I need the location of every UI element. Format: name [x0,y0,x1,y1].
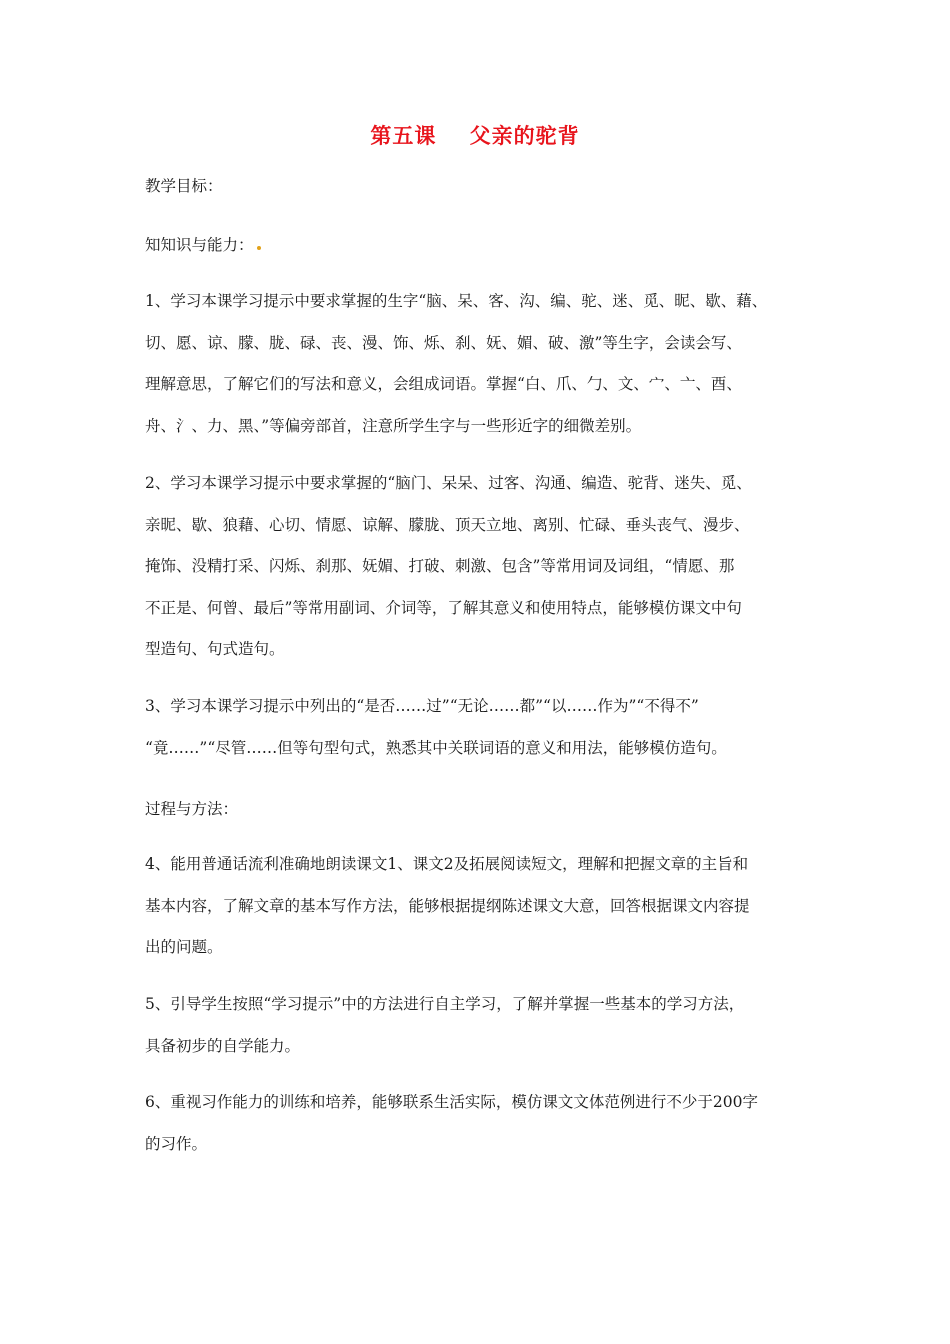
goal-item-3-line: “竟……”“尽管……但等句型句式，熟悉其中关联词语的意义和用法，能够模仿造句。 [145,738,727,757]
goal-item-6 [145,1082,825,1165]
goal-item-6-line: 6、重视习作能力的训练和培养，能够联系生活实际，模仿课文文体范例进行不少于200字 [145,1093,758,1111]
heading-knowledge-ability-text: 知知识与能力： [145,236,254,254]
goal-item-1-line: 1、学习本课学习提示中要求掌握的生字“脑、呆、客、沟、编、驼、迷、觅、昵、歇、藉、 [145,292,768,310]
goal-item-1-line: 舟、氵、力、黑、”等偏旁部首，注意所学生字与一些形近字的细微差别。 [145,416,642,435]
heading-knowledge-ability [145,235,261,255]
goal-item-6-line: 的习作。 [145,1134,208,1153]
goal-item-4 [145,844,825,969]
goal-item-5 [145,984,825,1067]
goal-item-3-line: 3、学习本课学习提示中列出的“是否……过”“无论……都”“以……作为”“不得不” [145,697,699,715]
goal-item-1 [145,281,825,447]
highlight-dot-mark [257,246,261,250]
goal-item-1-line: 理解意思，了解它们的写法和意义，会组成词语。掌握“白、爪、勹、文、宀、亠、酉、 [145,375,742,393]
heading-process-method: 过程与方法： [145,800,239,818]
heading-teaching-goals: 教学目标： [145,177,223,195]
goal-item-2-line: 掩饰、没精打采、闪烁、刹那、妩媚、打破、刺激、包含”等常用词及词组，“情愿、那 [145,557,735,575]
lesson-title: 第五课 父亲的驼背 [370,124,580,148]
goal-item-1-line: 切、愿、谅、朦、胧、碌、丧、漫、饰、烁、刹、妩、媚、破、激”等生字，会读会写、 [145,333,742,352]
goal-item-2 [145,463,825,671]
goal-item-2-line: 不正是、何曾、最后”等常用副词、介词等，了解其意义和使用特点，能够模仿课文中句 [145,598,742,617]
goal-item-5-line: 5、引导学生按照“学习提示”中的方法进行自主学习，了解并掌握一些基本的学习方法， [145,995,745,1013]
goal-item-2-line: 2、学习本课学习提示中要求掌握的“脑门、呆呆、过客、沟通、编造、驼背、迷失、觅、 [145,474,752,492]
goal-item-5-line: 具备初步的自学能力。 [145,1036,301,1055]
goal-item-2-line: 亲昵、歇、狼藉、心切、情愿、谅解、朦胧、顶天立地、离别、忙碌、垂头丧气、漫步、 [145,515,750,534]
goal-item-2-line: 型造句、句式造句。 [145,640,285,658]
goal-item-4-line: 基本内容，了解文章的基本写作方法，能够根据提纲陈述课文大意，回答根据课文内容提 [145,896,750,915]
goal-item-4-line: 4、能用普通话流利准确地朗读课文1、课文2及拓展阅读短文，理解和把握文章的主旨和 [145,855,749,873]
goal-item-4-line: 出的问题。 [145,938,223,956]
goal-item-3 [145,686,825,769]
